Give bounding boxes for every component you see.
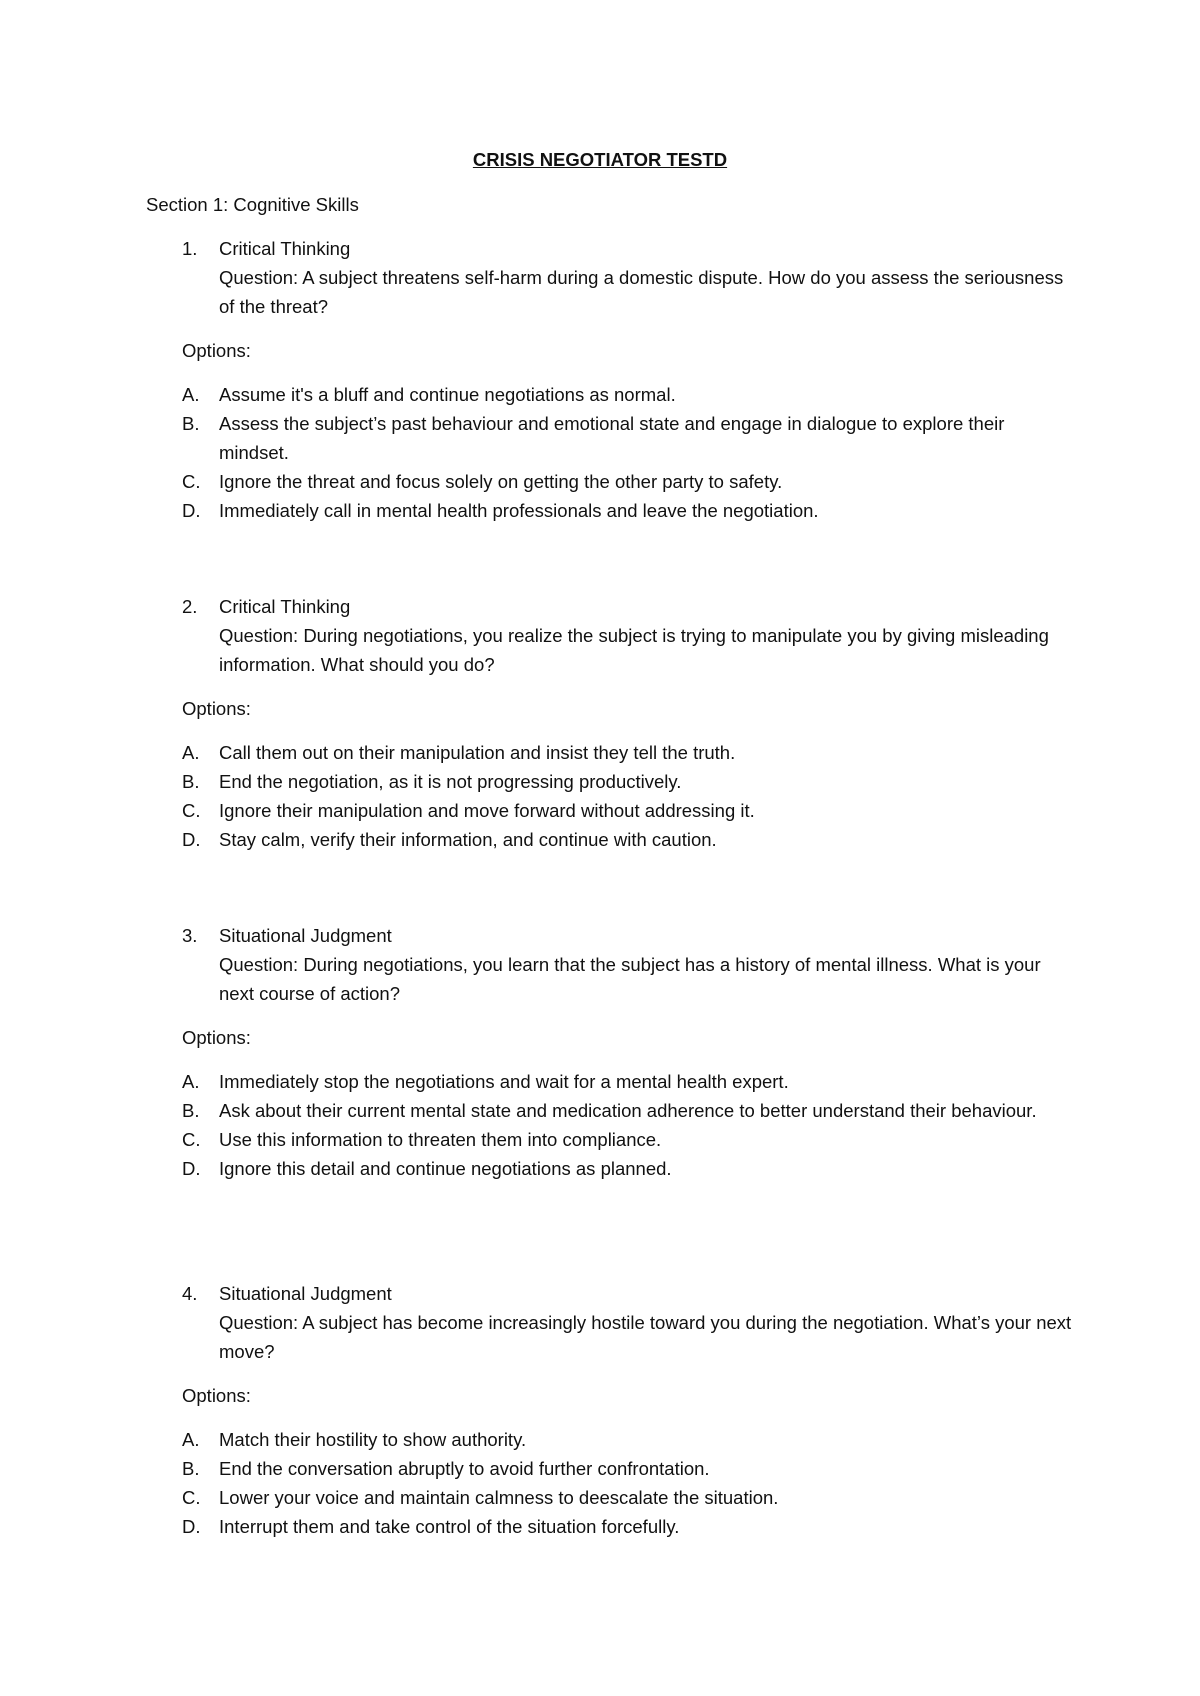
option-text: Use this information to threaten them into compliance. (219, 1129, 662, 1150)
option-letter: B. (182, 771, 200, 792)
option-a (0, 380, 1079, 409)
option-d (0, 1154, 1079, 1183)
question-text: Question: A subject threatens self-harm during a domestic dispute. How do you assess the seriousness of the threat? (219, 267, 1064, 317)
option-letter: A. (182, 742, 200, 763)
option-d (0, 825, 1079, 854)
option-letter: C. (182, 800, 201, 821)
option-text: End the negotiation, as it is not progressing productively. (219, 771, 682, 792)
option-letter: D. (182, 1516, 201, 1537)
option-d (0, 496, 1079, 525)
option-letter: D. (182, 829, 201, 850)
option-text: Assess the subject’s past behaviour and emotional state and engage in dialogue to explore their mindset. (219, 413, 1005, 463)
option-a (0, 738, 1079, 767)
section-heading: Section 1: Cognitive Skills (146, 194, 359, 215)
question-category: Critical Thinking (219, 238, 351, 259)
option-b (0, 1454, 1079, 1483)
question-text: Question: A subject has become increasingly hostile toward you during the negotiation. What’s your next move? (219, 1312, 1072, 1362)
options-label: Options: (182, 1385, 251, 1406)
options-label: Options: (182, 1027, 251, 1048)
option-text: Stay calm, verify their information, and continue with caution. (219, 829, 717, 850)
option-c (0, 796, 1079, 825)
options-list (0, 380, 1200, 525)
option-text: Ignore their manipulation and move forward without addressing it. (219, 800, 755, 821)
question-category: Critical Thinking (219, 596, 351, 617)
question-block-4 (0, 1279, 1200, 1541)
question-block-2 (0, 592, 1200, 854)
question-number: 1. (182, 238, 198, 259)
option-a (0, 1067, 1079, 1096)
option-text: Ignore the threat and focus solely on getting the other party to safety. (219, 471, 783, 492)
option-letter: C. (182, 471, 201, 492)
option-letter: B. (182, 1458, 200, 1479)
question-number: 3. (182, 925, 198, 946)
option-letter: D. (182, 1158, 201, 1179)
document-title: CRISIS NEGOTIATOR TESTD (472, 149, 728, 170)
option-c (0, 1125, 1079, 1154)
question-block-1 (0, 234, 1200, 525)
option-text: Lower your voice and maintain calmness to deescalate the situation. (219, 1487, 779, 1508)
question-header (0, 1279, 1079, 1366)
question-number: 2. (182, 596, 198, 617)
option-d (0, 1512, 1079, 1541)
options-list (0, 738, 1200, 854)
options-list (0, 1067, 1200, 1183)
option-text: Immediately call in mental health professionals and leave the negotiation. (219, 500, 819, 521)
option-text: Match their hostility to show authority. (219, 1429, 527, 1450)
question-header (0, 592, 1079, 679)
option-b (0, 409, 1079, 467)
option-text: Ignore this detail and continue negotiations as planned. (219, 1158, 672, 1179)
option-b (0, 767, 1079, 796)
option-letter: B. (182, 413, 200, 434)
option-letter: A. (182, 1071, 200, 1092)
option-letter: B. (182, 1100, 200, 1121)
option-text: End the conversation abruptly to avoid further confrontation. (219, 1458, 710, 1479)
option-text: Assume it's a bluff and continue negotiations as normal. (219, 384, 676, 405)
options-list (0, 1425, 1200, 1541)
option-letter: C. (182, 1487, 201, 1508)
options-label: Options: (182, 340, 251, 361)
option-c (0, 1483, 1079, 1512)
question-text: Question: During negotiations, you realize the subject is trying to manipulate you by giving misleading information. What should you do? (219, 625, 1049, 675)
question-category: Situational Judgment (219, 1283, 392, 1304)
question-category: Situational Judgment (219, 925, 392, 946)
option-text: Ask about their current mental state and medication adherence to better understand their behaviour. (219, 1100, 1037, 1121)
question-block-3 (0, 921, 1200, 1183)
option-letter: A. (182, 1429, 200, 1450)
option-a (0, 1425, 1079, 1454)
question-header (0, 921, 1079, 1008)
option-b (0, 1096, 1079, 1125)
question-header (0, 234, 1079, 321)
option-c (0, 467, 1079, 496)
option-letter: A. (182, 384, 200, 405)
question-text: Question: During negotiations, you learn that the subject has a history of mental illness. What is your next course of action? (219, 954, 1041, 1004)
option-text: Interrupt them and take control of the situation forcefully. (219, 1516, 680, 1537)
option-letter: D. (182, 500, 201, 521)
option-letter: C. (182, 1129, 201, 1150)
option-text: Call them out on their manipulation and insist they tell the truth. (219, 742, 736, 763)
question-number: 4. (182, 1283, 198, 1304)
options-label: Options: (182, 698, 251, 719)
option-text: Immediately stop the negotiations and wait for a mental health expert. (219, 1071, 789, 1092)
